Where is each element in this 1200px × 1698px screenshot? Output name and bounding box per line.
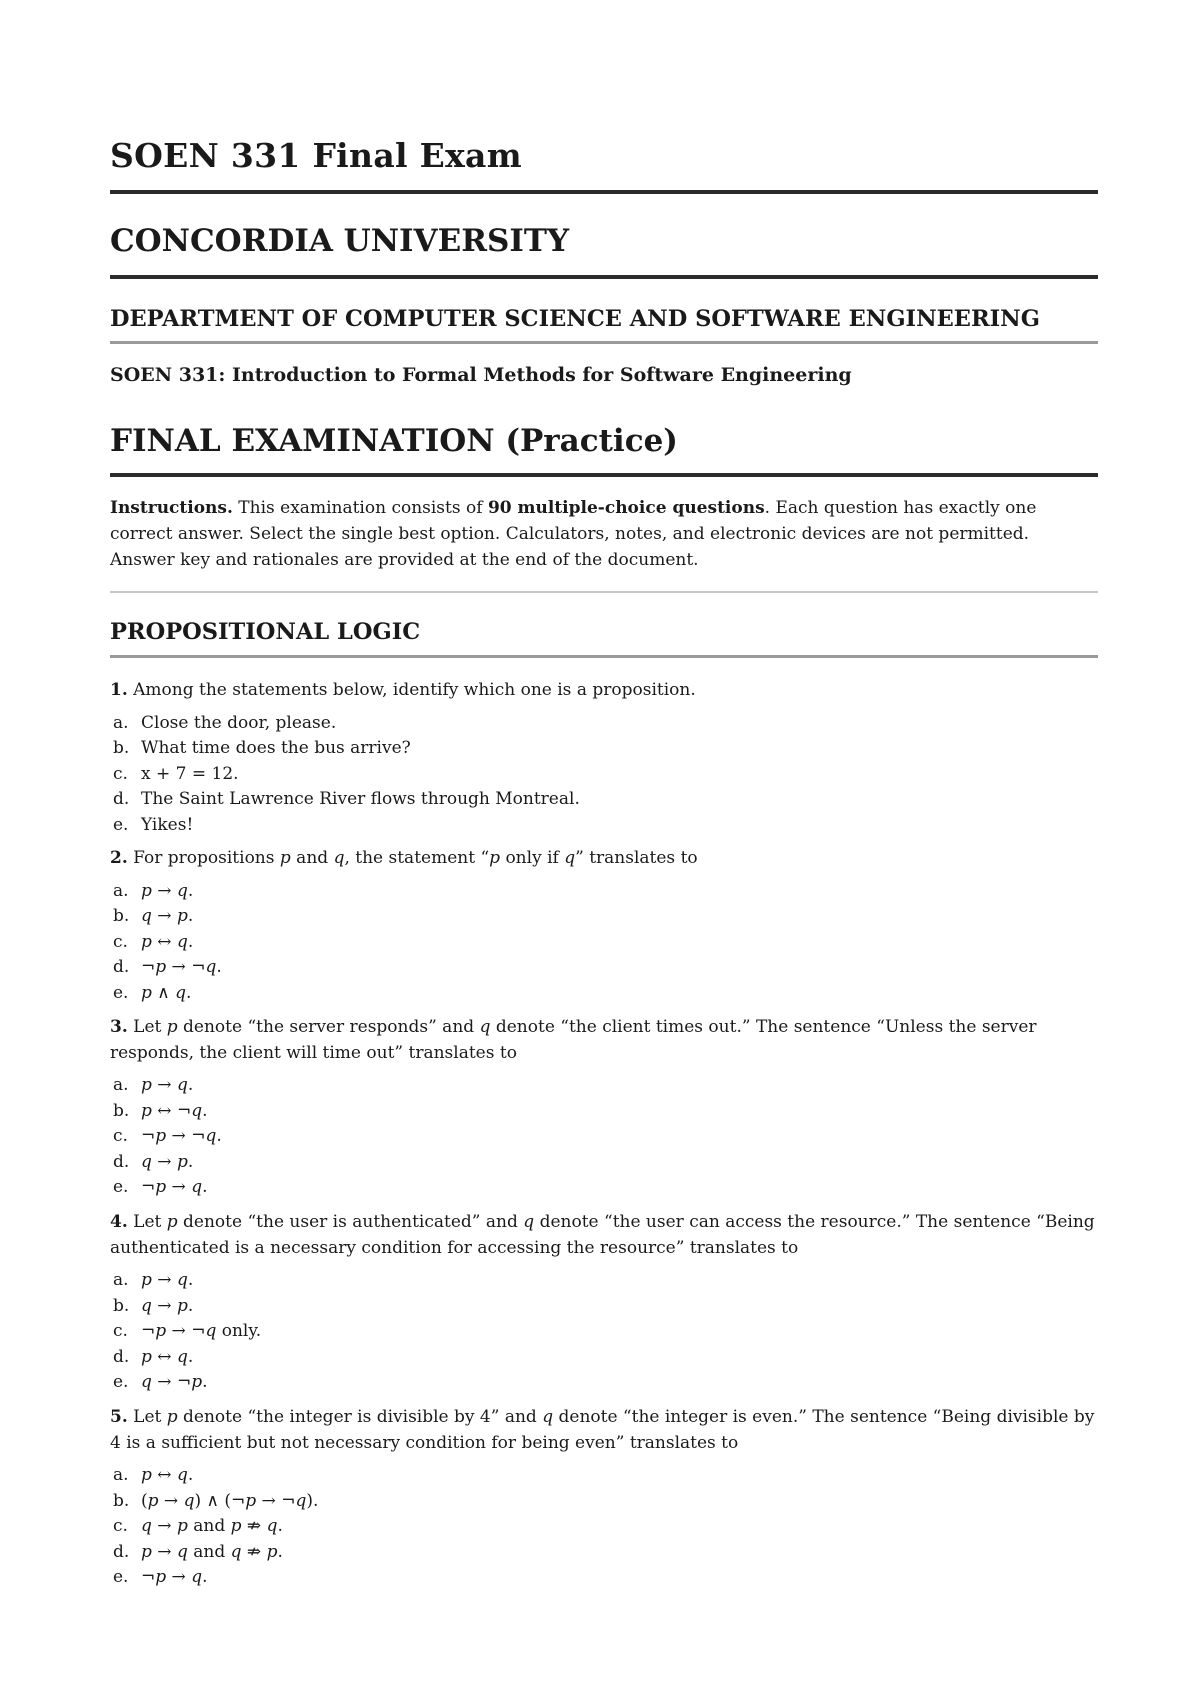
option-text-part: ¬ [141, 1177, 156, 1197]
stem-text: Let [127, 1017, 167, 1037]
option-text-part: ¬ [141, 1321, 156, 1341]
answer-option [110, 1565, 1098, 1591]
math-variable: p [141, 931, 152, 952]
stem-text: and [290, 848, 334, 868]
answer-options [110, 1463, 1098, 1591]
option-text [141, 787, 1098, 813]
math-variable: p [155, 1177, 167, 1197]
question-stem [110, 846, 1098, 872]
department-heading: DEPARTMENT OF COMPUTER SCIENCE AND SOFTWARE ENGINEERING [110, 306, 1040, 332]
option-label: d. [113, 1346, 130, 1367]
instructions-text-1: This examination consists of [232, 498, 488, 518]
option-text-part: ). [306, 1490, 319, 1511]
stem-text: denote “the user is authenticated” and [177, 1212, 524, 1232]
question-stem [110, 1015, 1098, 1066]
math-variable: q [176, 1346, 188, 1367]
answer-option [110, 930, 1098, 956]
option-text [141, 1124, 1098, 1150]
option-text-part: ) ∧ (¬ [194, 1490, 246, 1511]
option-text [141, 1099, 1098, 1125]
question-number: 3. [110, 1017, 128, 1037]
question-number: 1. [110, 680, 128, 700]
math-variable: p [230, 1516, 242, 1536]
option-label: c. [113, 931, 128, 952]
option-text-part: ⇏ [241, 1541, 267, 1562]
option-text-part: . [187, 1465, 194, 1485]
option-text-part: → [151, 1295, 177, 1316]
option-label: b. [113, 906, 130, 926]
math-variable: p [166, 1407, 178, 1427]
university-rule [110, 275, 1098, 279]
instructions-label: Instructions. [110, 498, 233, 518]
stem-text: Let [127, 1407, 167, 1427]
answer-option [110, 736, 1098, 762]
option-text-part: and [187, 1516, 231, 1536]
option-label: c. [113, 763, 128, 784]
answer-options [110, 1073, 1098, 1201]
math-variable: p [141, 1541, 152, 1562]
option-text-part: ⇏ [241, 1516, 267, 1536]
option-text [141, 813, 1098, 839]
math-variable: q [333, 848, 345, 868]
option-label: e. [113, 982, 129, 1003]
answer-option [110, 1073, 1098, 1099]
question-number: 4. [110, 1212, 128, 1232]
option-text-part: ( [141, 1490, 148, 1511]
math-variable: p [176, 1151, 188, 1172]
answer-option [110, 1489, 1098, 1515]
option-label: e. [113, 1177, 129, 1197]
option-text-part: Close the door, please. [141, 712, 337, 733]
math-variable: p [489, 848, 501, 868]
option-text-part: ↔ [151, 1465, 177, 1485]
option-text [141, 981, 1098, 1007]
math-variable: p [245, 1490, 257, 1511]
option-text [141, 1073, 1098, 1099]
department-rule [110, 341, 1098, 344]
answer-options [110, 1268, 1098, 1396]
math-variable: p [141, 1346, 152, 1367]
question-1 [110, 678, 1098, 838]
stem-text: denote “the user can access the resource.” The sentence “Being authenticated is a necessary condition for accessing the resource” translates to [110, 1212, 1095, 1258]
question-5 [110, 1405, 1098, 1591]
math-variable: q [176, 880, 188, 901]
math-variable: q [176, 1075, 188, 1095]
math-variable: q [191, 1567, 203, 1587]
option-text-part: ¬ [141, 957, 156, 977]
math-variable: p [141, 1270, 152, 1290]
option-text-part: . [202, 1567, 208, 1587]
answer-option [110, 1463, 1098, 1489]
option-text-part: and [187, 1541, 231, 1562]
math-variable: q [479, 1017, 491, 1037]
option-text [141, 1345, 1098, 1371]
option-text-part: → [151, 906, 177, 926]
math-variable: q [542, 1407, 554, 1427]
option-text-part: What time does the bus arrive? [141, 738, 411, 758]
answer-option [110, 1540, 1098, 1566]
math-variable: p [141, 1075, 152, 1095]
option-text-part: The Saint Lawrence River flows through Montreal. [141, 789, 580, 809]
math-variable: p [141, 982, 152, 1003]
instructions-paragraph [110, 495, 1098, 573]
math-variable: q [141, 1516, 152, 1536]
stem-text: For propositions [127, 848, 280, 868]
option-text-part: ¬ [141, 1126, 156, 1146]
option-text-part: ¬ [141, 1567, 156, 1587]
math-variable: p [155, 1321, 167, 1341]
math-variable: p [141, 1465, 152, 1485]
answer-option [110, 1345, 1098, 1371]
answer-option [110, 1514, 1098, 1540]
section-heading: PROPOSITIONAL LOGIC [110, 619, 421, 645]
stem-text: Let [127, 1212, 167, 1232]
option-text-part: . [187, 1270, 194, 1290]
option-text-part: only. [216, 1321, 262, 1341]
option-text-part: . [187, 931, 194, 952]
answer-option [110, 711, 1098, 737]
section-rule [110, 655, 1098, 658]
option-text-part: ↔ [151, 931, 177, 952]
option-text [141, 955, 1098, 981]
document-title: SOEN 331 Final Exam [110, 136, 522, 175]
option-label: e. [113, 1372, 129, 1392]
option-text-part: → ¬ [151, 1372, 192, 1392]
option-text-part: → [151, 880, 177, 901]
option-text-part: . [277, 1516, 283, 1536]
option-text-part: . [202, 1372, 208, 1392]
option-label: d. [113, 789, 130, 809]
option-label: b. [113, 1295, 130, 1316]
answer-option [110, 1175, 1098, 1201]
option-label: e. [113, 814, 129, 835]
course-heading: SOEN 331: Introduction to Formal Methods for Software Engineering [110, 364, 852, 386]
option-label: b. [113, 1490, 130, 1511]
math-variable: q [266, 1516, 278, 1536]
math-variable: q [141, 906, 152, 926]
math-variable: q [205, 957, 217, 977]
option-label: b. [113, 1100, 130, 1121]
option-text-part: → [151, 1270, 177, 1290]
math-variable: q [523, 1212, 535, 1232]
option-text-part: . [186, 982, 192, 1003]
stem-text: only if [500, 848, 565, 868]
option-text [141, 1370, 1098, 1396]
math-variable: q [205, 1126, 217, 1146]
option-text-part: . [277, 1541, 283, 1562]
option-text [141, 1268, 1098, 1294]
option-text-part: ↔ [151, 1346, 177, 1367]
question-3 [110, 1015, 1098, 1201]
answer-option [110, 1099, 1098, 1125]
option-text-part: . [216, 1126, 222, 1146]
answer-option [110, 1150, 1098, 1176]
option-text [141, 1175, 1098, 1201]
option-text-part: ∧ [151, 982, 176, 1003]
math-variable: p [147, 1490, 159, 1511]
math-variable: q [141, 1151, 152, 1172]
stem-text: ” translates to [575, 848, 698, 868]
answer-option [110, 904, 1098, 930]
option-label: d. [113, 1151, 130, 1172]
math-variable: q [564, 848, 576, 868]
option-text [141, 762, 1098, 788]
math-variable: q [176, 931, 188, 952]
option-text [141, 711, 1098, 737]
answer-option [110, 1370, 1098, 1396]
option-text [141, 1294, 1098, 1320]
option-text [141, 1463, 1098, 1489]
instructions-rule [110, 591, 1098, 593]
option-text [141, 904, 1098, 930]
option-text-part: . [187, 906, 194, 926]
option-text-part: . [202, 1100, 208, 1121]
exam-title-rule [110, 473, 1098, 477]
math-variable: q [205, 1321, 217, 1341]
option-label: a. [113, 1270, 129, 1290]
option-text [141, 1150, 1098, 1176]
option-label: a. [113, 880, 129, 901]
answer-options [110, 711, 1098, 839]
math-variable: q [141, 1295, 152, 1316]
math-variable: p [191, 1372, 203, 1392]
math-variable: p [155, 957, 167, 977]
option-label: a. [113, 1075, 129, 1095]
option-text-part: → ¬ [256, 1490, 296, 1511]
question-stem [110, 678, 1098, 704]
option-label: c. [113, 1516, 128, 1536]
math-variable: q [176, 1541, 188, 1562]
option-text-part: . [187, 1346, 194, 1367]
answer-option [110, 879, 1098, 905]
answer-option [110, 955, 1098, 981]
math-variable: p [176, 1516, 188, 1536]
stem-text: denote “the server responds” and [177, 1017, 480, 1037]
option-label: b. [113, 738, 130, 758]
stem-text: , the statement “ [344, 848, 490, 868]
option-text-part: → [151, 1151, 177, 1172]
math-variable: p [166, 1017, 178, 1037]
option-label: a. [113, 712, 129, 733]
option-text-part: → [151, 1541, 177, 1562]
stem-text: denote “the integer is divisible by 4” and [177, 1407, 543, 1427]
stem-text: Among the statements below, identify which one is a proposition. [127, 680, 696, 700]
answer-option [110, 1319, 1098, 1345]
math-variable: p [266, 1541, 278, 1562]
option-text-part: . [187, 1075, 194, 1095]
math-variable: q [191, 1177, 203, 1197]
instructions-emphasis: 90 multiple-choice questions [487, 498, 765, 518]
math-variable: q [191, 1100, 203, 1121]
exam-title: FINAL EXAMINATION (Practice) [110, 423, 678, 459]
answer-option [110, 981, 1098, 1007]
option-text [141, 1540, 1098, 1566]
option-text-part: → [151, 1075, 177, 1095]
answer-option [110, 1124, 1098, 1150]
question-4 [110, 1210, 1098, 1396]
title-rule [110, 190, 1098, 194]
university-heading: CONCORDIA UNIVERSITY [110, 223, 570, 259]
math-variable: p [176, 1295, 188, 1316]
option-label: c. [113, 1126, 128, 1146]
option-text [141, 930, 1098, 956]
option-text-part: → [166, 1567, 192, 1587]
answer-option [110, 813, 1098, 839]
option-text-part: . [202, 1177, 208, 1197]
option-text [141, 1565, 1098, 1591]
math-variable: q [141, 1372, 152, 1392]
option-text-part: x + 7 = 12. [141, 763, 239, 784]
answer-option [110, 1294, 1098, 1320]
option-text [141, 736, 1098, 762]
answer-option [110, 762, 1098, 788]
stem-text: denote “the client times out.” The sentence “Unless the server responds, the client will time out” translates to [110, 1017, 1037, 1063]
math-variable: q [175, 982, 187, 1003]
stem-text: denote “the integer is even.” The sentence “Being divisible by 4 is a sufficient but not necessary condition for being even” translates to [110, 1407, 1095, 1453]
math-variable: p [155, 1567, 167, 1587]
math-variable: p [279, 848, 291, 868]
math-variable: p [176, 906, 188, 926]
option-text-part: . [187, 880, 194, 901]
option-label: d. [113, 957, 130, 977]
math-variable: p [141, 1100, 152, 1121]
question-number: 2. [110, 848, 128, 868]
answer-option [110, 1268, 1098, 1294]
option-text-part: → ¬ [166, 1321, 206, 1341]
question-number: 5. [110, 1407, 128, 1427]
question-stem [110, 1405, 1098, 1456]
option-label: a. [113, 1465, 129, 1485]
option-text [141, 1514, 1098, 1540]
question-2 [110, 846, 1098, 1006]
math-variable: q [176, 1270, 188, 1290]
option-text [141, 1319, 1098, 1345]
option-text [141, 1489, 1098, 1515]
option-text-part: → ¬ [166, 1126, 206, 1146]
option-label: c. [113, 1321, 128, 1341]
answer-options [110, 879, 1098, 1007]
option-text-part: . [216, 957, 222, 977]
math-variable: p [141, 880, 152, 901]
option-text-part: ↔ ¬ [151, 1100, 192, 1121]
answer-option [110, 787, 1098, 813]
math-variable: p [155, 1126, 167, 1146]
option-text-part: . [187, 1295, 194, 1316]
option-label: d. [113, 1541, 130, 1562]
math-variable: p [166, 1212, 178, 1232]
instructions-text-2: . Each question has exactly one correct answer. Select the single best option. Calculators, notes, and electronic devices are not permitted. Answer key and rationales are provided at the end of the document. [110, 498, 1037, 570]
option-text-part: Yikes! [141, 814, 194, 835]
math-variable: q [183, 1490, 195, 1511]
math-variable: q [230, 1541, 242, 1562]
option-text [141, 879, 1098, 905]
question-stem [110, 1210, 1098, 1261]
option-text-part: → [158, 1490, 184, 1511]
option-label: e. [113, 1567, 129, 1587]
option-text-part: . [187, 1151, 194, 1172]
math-variable: q [176, 1465, 188, 1485]
math-variable: q [295, 1490, 307, 1511]
option-text-part: → [166, 1177, 192, 1197]
option-text-part: → [151, 1516, 177, 1536]
option-text-part: → ¬ [166, 957, 206, 977]
